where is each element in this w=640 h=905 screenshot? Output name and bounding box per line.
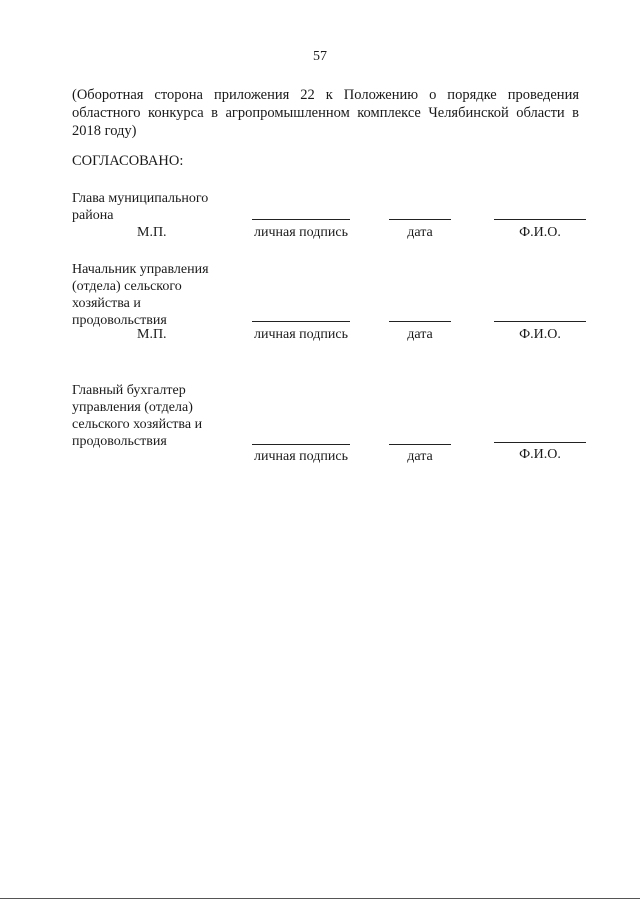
date-caption: дата [407, 225, 433, 240]
signatory-title-line: продовольствия [72, 313, 167, 328]
agreed-label: СОГЛАСОВАНО: [72, 153, 184, 169]
signatory-title-line: Начальник управления [72, 262, 209, 277]
signatory-title-line: сельского хозяйства и [72, 417, 203, 432]
name-caption: Ф.И.О. [519, 327, 561, 342]
signature-caption: личная подпись [254, 225, 348, 240]
date-line [389, 219, 451, 220]
name-caption: Ф.И.О. [519, 447, 561, 462]
appendix-heading [72, 86, 579, 140]
signature-line [252, 219, 350, 220]
date-caption: дата [407, 449, 433, 464]
page-number: 57 [313, 49, 327, 64]
signatory-title-line: продовольствия [72, 434, 167, 449]
heading-line: 2018 году) [72, 123, 137, 139]
name-line [494, 321, 586, 322]
stamp-placeholder: М.П. [137, 225, 167, 240]
signatory-title [72, 382, 242, 450]
name-caption: Ф.И.О. [519, 225, 561, 240]
heading-line: (Оборотная сторона приложения 22 к Положению о порядке проведения [72, 87, 579, 103]
stamp-placeholder: М.П. [137, 327, 167, 342]
signatory-title-line: района [72, 208, 114, 223]
signature-caption: личная подпись [254, 449, 348, 464]
scan-edge-line [0, 898, 640, 899]
heading-line: областного конкурса в агропромышленном комплексе Челябинской области в [72, 105, 579, 121]
signature-line [252, 444, 350, 445]
name-line [494, 442, 586, 443]
signatory-title [72, 190, 242, 224]
signature-caption: личная подпись [254, 327, 348, 342]
date-caption: дата [407, 327, 433, 342]
signatory-title [72, 261, 242, 329]
signature-line [252, 321, 350, 322]
signatory-title-line: управления (отдела) [72, 400, 193, 415]
signatory-title-line: (отдела) сельского [72, 279, 182, 294]
name-line [494, 219, 586, 220]
signatory-title-line: Глава муниципального [72, 191, 209, 206]
signatory-title-line: хозяйства и [72, 296, 141, 311]
date-line [389, 444, 451, 445]
date-line [389, 321, 451, 322]
signatory-title-line: Главный бухгалтер [72, 383, 186, 398]
